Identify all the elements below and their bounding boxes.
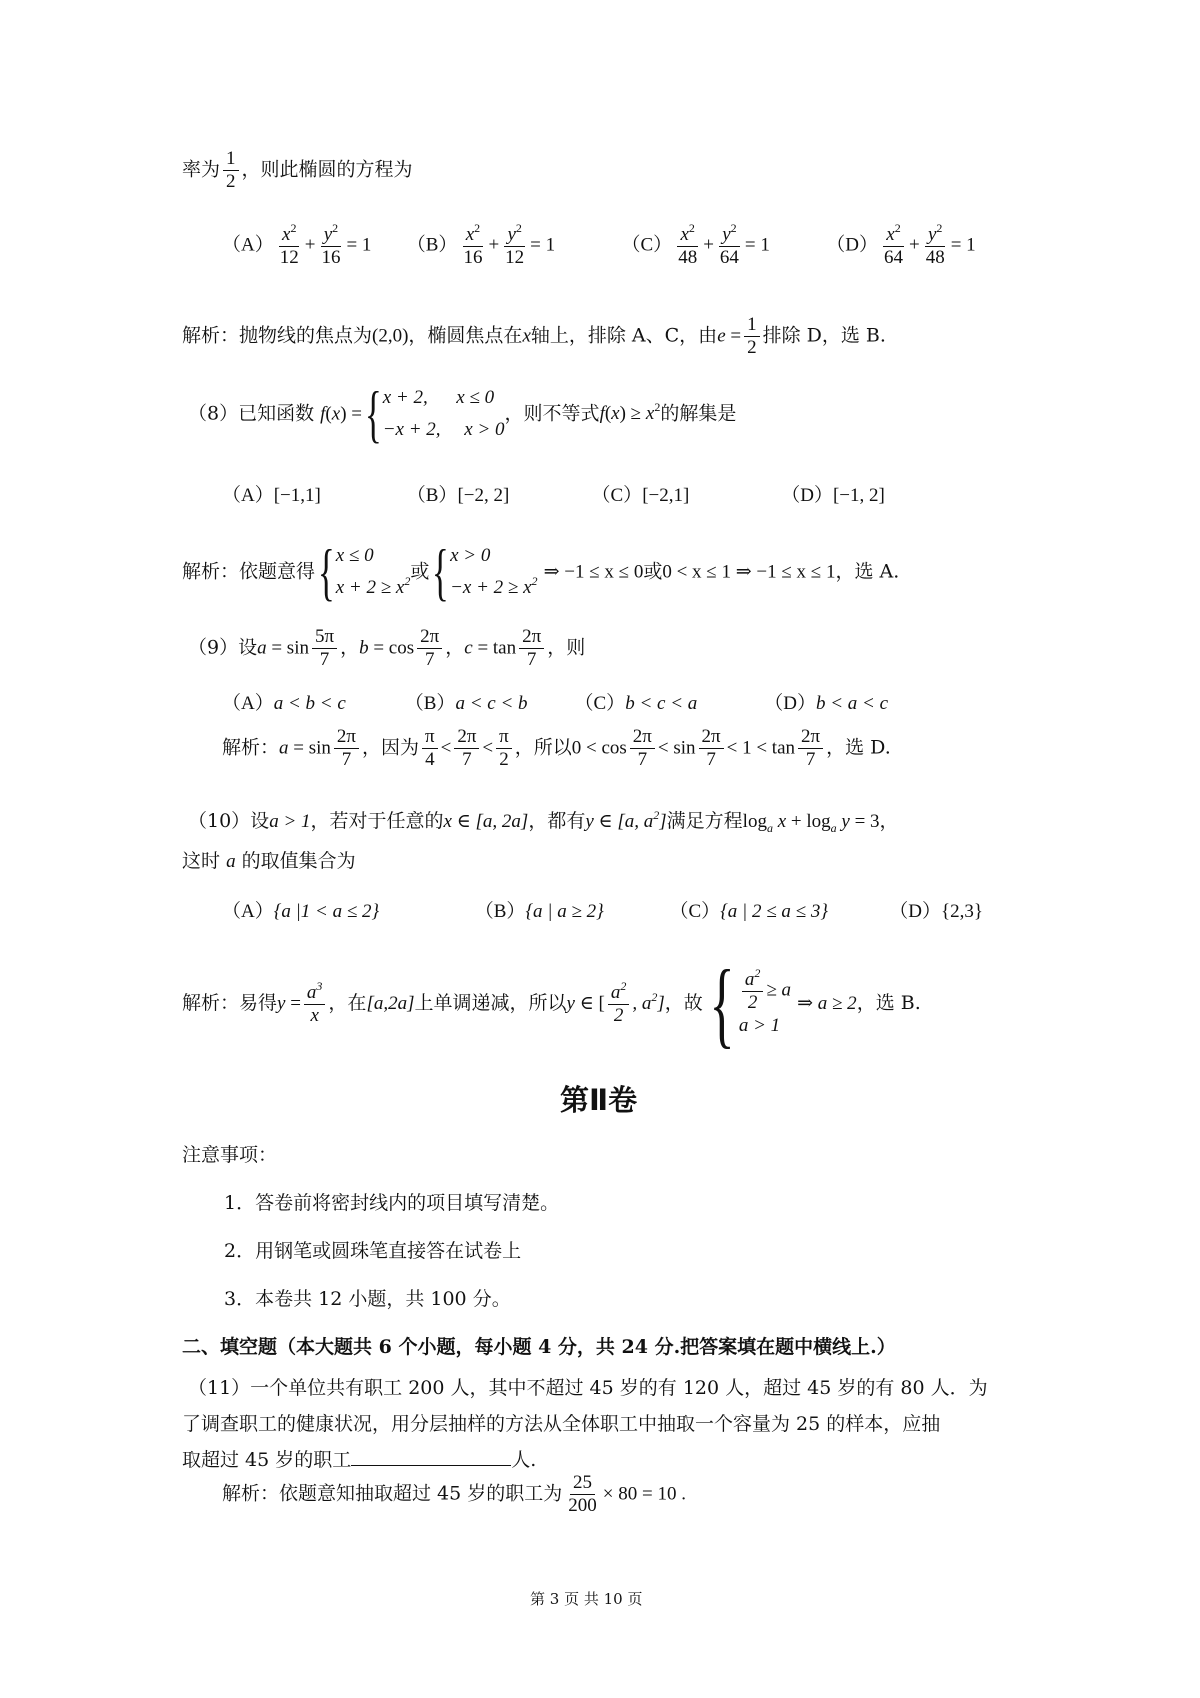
q10-options (222, 896, 983, 923)
q7-option-c: （C） $\frac{x^2}{48}$ + $\frac{y^2}{64}$ = 1 (621, 221, 770, 268)
q9-solution: 解析：a = sin $\frac{2\pi}{7}$ ，因为 $\frac{\pi}{4}$ < $\frac{2\pi}{7}$ < $\frac{\pi}{2}$ ，所以0 < cos $\frac{2\pi}{7}$ < sin $\frac{2\pi}{7}$ < 1 < tan $\frac{2\pi}{7}$ ，选 D. (222, 726, 891, 770)
q7-intro: 率为 $\frac{1}{2}$ ，则此椭圆的方程为 (182, 148, 413, 192)
answer-blank[interactable] (351, 1449, 511, 1466)
q7-option-b: （B） $\frac{x^2}{16}$ + $\frac{y^2}{12}$ = 1 (406, 221, 556, 268)
note-2: 2．用钢笔或圆珠笔直接答在试卷上 (224, 1240, 522, 1262)
q11-line-1: （11）一个单位共有职工 200 人，其中不超过 45 岁的有 120 人，超过 45 岁的有 80 人．为 (188, 1377, 988, 1399)
q9-option-a: （A）a < b < c (222, 693, 346, 714)
section-title: 第Ⅱ卷 (560, 1083, 638, 1117)
q7-option-d: （D） $\frac{x^2}{64}$ + $\frac{y^2}{48}$ = 1 (826, 221, 976, 268)
q9-options (222, 688, 888, 715)
q10-option-d: （D）{2,3} (889, 901, 983, 922)
q7-options (222, 221, 976, 269)
eccentricity-fraction: $\frac{1}{2}$ (223, 148, 239, 193)
q11-solution: 解析：依题意知抽取超过 45 岁的职工为 $\frac{25}{200}$ × 80 = 10 . (222, 1472, 686, 1516)
q10-option-b: （B）{a | a ≥ 2} (474, 901, 604, 922)
q8-options (222, 480, 885, 507)
q10-solution: 解析：易得y = $\frac{a^3}{x}$ ，在[a,2a]上单调递减，所以y ∈ [ $\frac{a^2}{2}$ , $a^2$]，故{ $\frac{a^2}{2}$ ≥ a a > 1 ⇒ a ≥ 2，选 B. (182, 950, 921, 1057)
q9-option-c: （C）b < c < a (574, 693, 698, 714)
q8-solution: 解析：依题意得{ x ≤ 0 $x + 2 \ge x^2$ 或{ x > 0 $-x + 2 \ge x^2$ ⇒ −1 ≤ x ≤ 0或0 < x ≤ 1 ⇒ −1 ≤ x ≤ 1，选 A. (182, 536, 900, 608)
notes-heading: 注意事项： (182, 1144, 278, 1166)
q8-stem: （8）已知函数 f(x) ={ x + 2, x ≤ 0 −x + 2, x > 0 ，则不等式$f(x) \ge x^2$的解集是 (188, 378, 737, 450)
q11-line-3: 取超过 45 岁的职工 人. (182, 1449, 537, 1471)
q11-line-2: 了调查职工的健康状况，用分层抽样的方法从全体职工中抽取一个容量为 25 的样本，应抽 (182, 1413, 941, 1435)
q8-piecewise: x + 2, x ≤ 0 −x + 2, x > 0 (382, 387, 505, 441)
q10-stem-line2: 这时 a 的取值集合为 (182, 850, 356, 872)
q9-option-b: （B）a < c < b (404, 693, 528, 714)
q9-option-d: （D）b < a < c (764, 693, 889, 714)
note-3: 3．本卷共 12 小题，共 100 分。 (224, 1288, 511, 1310)
q9-stem: （9）设a = sin $\frac{5\pi}{7}$ ，b = cos $\frac{2\pi}{7}$ ，c = tan $\frac{2\pi}{7}$ ，则 (188, 626, 586, 670)
q8-option-c: （C）[−2,1] (591, 485, 690, 506)
q8-option-b: （B）[−2, 2] (406, 485, 510, 506)
q10-option-c: （C）{a | 2 ≤ a ≤ 3} (669, 901, 828, 922)
page-footer: 第 3 页 共 10 页 (530, 1590, 643, 1608)
q8-option-d: （D）[−1, 2] (781, 485, 885, 506)
q10-stem-line1: （10）设a > 1，若对于任意的x ∈ [a, 2a]，都有y ∈ [a, $a^2$]满足方程$\log_a x + \log_a y = 3$， (188, 808, 899, 835)
q8-option-a: （A）[−1,1] (222, 485, 321, 506)
note-1: 1．答卷前将密封线内的项目填写清楚。 (224, 1192, 560, 1214)
part-heading: 二、填空题（本大题共 6 个小题，每小题 4 分，共 24 分.把答案填在题中横线上.） (182, 1336, 896, 1358)
q7-option-a: （A） $\frac{x^2}{12}$ + $\frac{y^2}{16}$ = 1 (222, 221, 372, 268)
q7-solution: 解析：抛物线的焦点为(2,0)，椭圆焦点在x轴上，排除 A、C，由e = $\frac{1}{2}$ 排除 D，选 B. (182, 314, 886, 358)
q10-option-a: （A）{a |1 < a ≤ 2} (222, 901, 380, 922)
